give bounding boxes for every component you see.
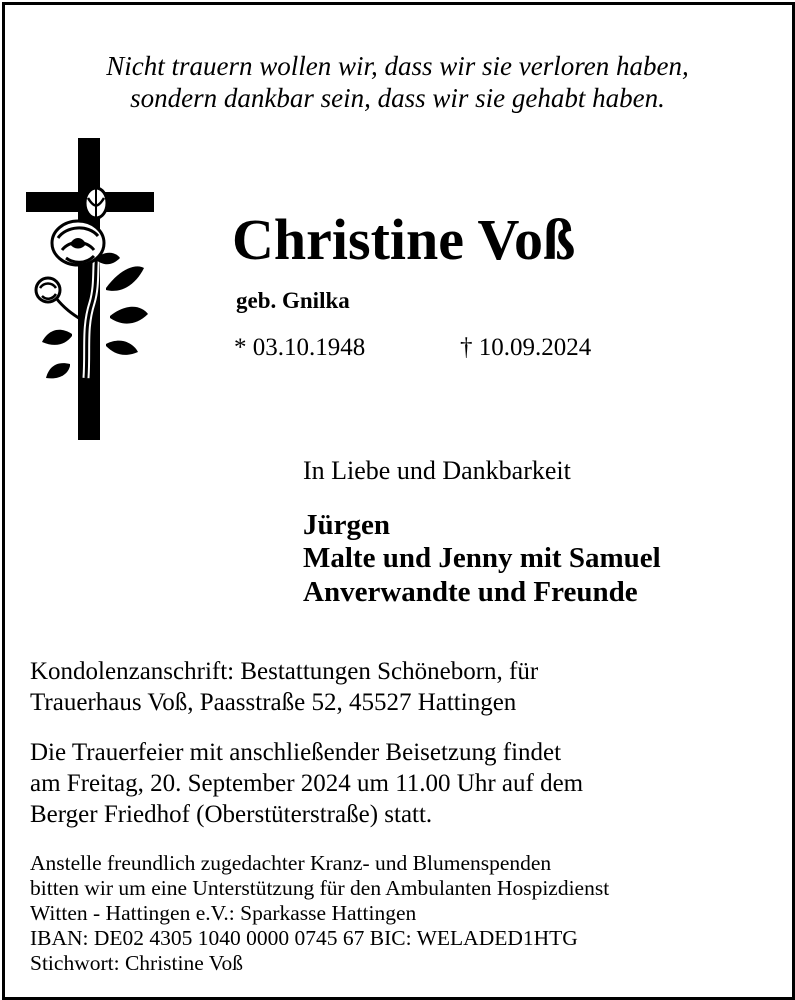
condolence-address-line: Trauerhaus Voß, Paasstraße 52, 45527 Hattingen (30, 689, 517, 716)
cross-with-rose-icon (26, 138, 156, 440)
closing-phrase: In Liebe und Dankbarkeit (303, 456, 571, 485)
funeral-info-line: Die Trauerfeier mit anschließender Beisetzung findet (30, 739, 562, 766)
funeral-info-line: am Freitag, 20. September 2024 um 11.00 Uhr auf dem (30, 770, 584, 797)
condolence-address-line: Kondolenzanschrift: Bestattungen Schöneborn, für (30, 658, 539, 685)
funeral-info-line: Berger Friedhof (Oberstüterstraße) statt. (30, 801, 433, 828)
donation-keyword: Stichwort: Christine Voß (30, 951, 244, 975)
birth-name: geb. Gnilka (236, 288, 350, 313)
birth-date: * 03.10.1948 (234, 334, 366, 361)
mourner-line: Malte und Jenny mit Samuel (303, 542, 661, 574)
deceased-name: Christine Voß (232, 207, 576, 272)
mourner-line: Anverwandte und Freunde (303, 576, 638, 608)
donation-info-line: bitten wir um eine Unterstützung für den Ambulanten Hospizdienst (30, 876, 610, 900)
donation-info-line: Anstelle freundlich zugedachter Kranz- und Blumenspenden (30, 851, 552, 875)
death-date: † 10.09.2024 (460, 334, 592, 361)
quote-line-1: Nicht trauern wollen wir, dass wir sie verloren haben, (106, 51, 689, 81)
quote-line-2: sondern dankbar sein, dass wir sie gehabt haben. (130, 83, 665, 113)
donation-bank-details: IBAN: DE02 4305 1040 0000 0745 67 BIC: WELADED1HTG (30, 926, 578, 950)
mourner-line: Jürgen (303, 509, 390, 541)
donation-info-line: Witten - Hattingen e.V.: Sparkasse Hattingen (30, 901, 417, 925)
